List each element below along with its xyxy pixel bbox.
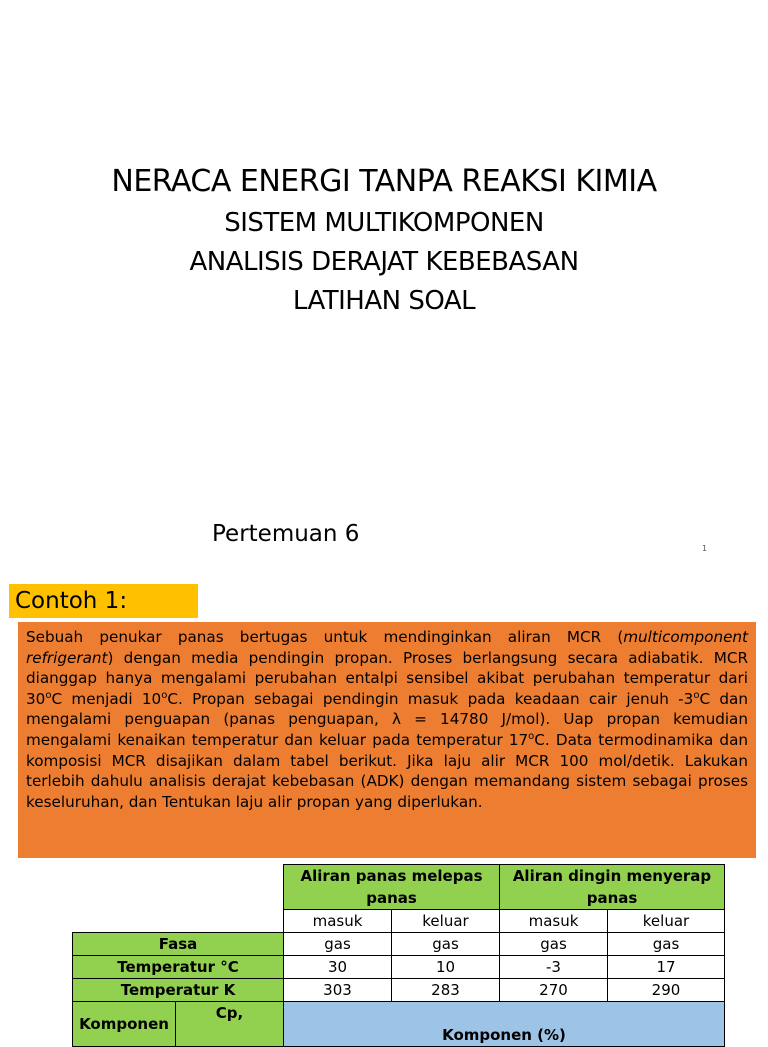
- page-number: 1: [702, 544, 708, 553]
- table-row: [73, 956, 725, 979]
- problem-text-italic: multicomponent refrigerant: [26, 628, 748, 667]
- component-header: Komponen: [73, 1002, 176, 1047]
- data-table: [72, 864, 725, 1047]
- problem-text-6: C. Data termodinamika dan komposisi MCR disajikan dalam tabel berikut. Jika laju alir MCR 100 mol/detik. Lakukan terlebih dahulu analisis derajat kebebasan (ADK) dengan memandang sistem sebagai proses keseluruhan, dan Tentukan laju alir propan yang diperlukan.: [26, 730, 748, 811]
- table-cell: 270: [500, 979, 608, 1002]
- table-sub-header: keluar: [392, 910, 500, 933]
- table-cell: 303: [284, 979, 392, 1002]
- table-cell: 30: [284, 956, 392, 979]
- table-cell: 283: [392, 979, 500, 1002]
- slide-title: NERACA ENERGI TANPA REAKSI KIMIA: [111, 164, 657, 199]
- title-block: [0, 160, 768, 321]
- table-cell: -3: [500, 956, 608, 979]
- table-cell: gas: [284, 933, 392, 956]
- degree-sup-3: o: [693, 689, 700, 701]
- meeting-label: Pertemuan 6: [212, 521, 360, 547]
- table-row: [73, 933, 725, 956]
- table-cell: gas: [500, 933, 608, 956]
- table-header-row: [73, 865, 725, 910]
- slide-subtitle-3: LATIHAN SOAL: [292, 286, 476, 316]
- slide-subtitle-1: SISTEM MULTIKOMPONEN: [224, 208, 544, 238]
- problem-text-3: C menjadi 10: [51, 689, 162, 708]
- problem-text-1: Sebuah penukar panas bertugas untuk mendinginkan aliran MCR (: [26, 628, 624, 646]
- degree-sup-4: o: [528, 730, 535, 742]
- hot-stream-header: Aliran panas melepas panas: [284, 865, 500, 910]
- row-label: Temperatur °C: [73, 956, 284, 979]
- problem-text-4: C. Propan sebagai pendingin masuk pada keadaan cair jenuh -3: [167, 689, 694, 708]
- degree-sup-1: o: [45, 689, 52, 701]
- row-label: Fasa: [73, 933, 284, 956]
- cp-header: Cp,: [176, 1002, 284, 1047]
- problem-text-2: ) dengan media pendingin propan. Proses berlangsung secara adiabatik. MCR dianggap hanya mengalami perubahan entalpi sensibel akibat perubahan temperatur dari 30: [26, 648, 748, 708]
- cold-stream-header: Aliran dingin menyerap panas: [500, 865, 725, 910]
- problem-statement: [18, 622, 756, 858]
- row-label: Temperatur K: [73, 979, 284, 1002]
- table-cell: gas: [392, 933, 500, 956]
- table-cell: 17: [608, 956, 725, 979]
- table-row: [73, 1002, 725, 1047]
- table-cell: 290: [608, 979, 725, 1002]
- table-sub-header: keluar: [608, 910, 725, 933]
- table-sub-header: masuk: [284, 910, 392, 933]
- problem-text-5: C dan mengalami penguapan (panas penguapan, λ = 14780 J/mol). Uap propan kemudian mengalami kenaikan temperatur dan keluar pada temperatur 17: [26, 689, 748, 749]
- table-row: [73, 979, 725, 1002]
- table-sub-header: masuk: [500, 910, 608, 933]
- composition-header: Komponen (%): [284, 1002, 725, 1047]
- slide-subtitle-2: ANALISIS DERAJAT KEBEBASAN: [189, 247, 579, 277]
- table-subheader-row: [73, 910, 725, 933]
- table-cell: 10: [392, 956, 500, 979]
- example-label: Contoh 1:: [9, 584, 198, 618]
- table-cell: gas: [608, 933, 725, 956]
- degree-sup-2: o: [161, 689, 168, 701]
